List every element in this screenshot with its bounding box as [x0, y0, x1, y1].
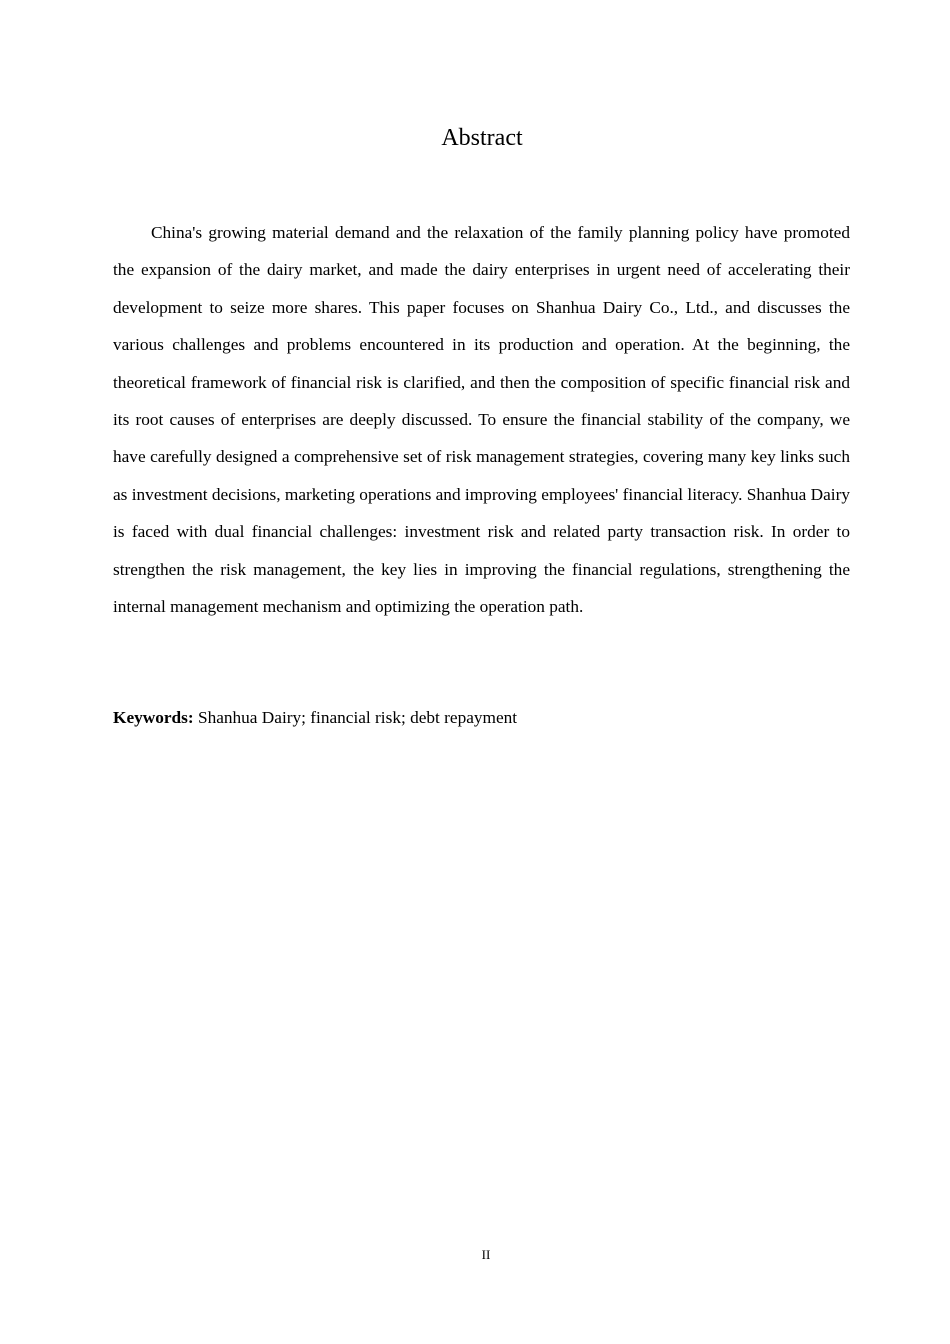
keywords-label: Keywords: [113, 708, 194, 727]
keywords-value: Shanhua Dairy; financial risk; debt repayment [193, 708, 518, 727]
abstract-paragraph: China's growing material demand and the relaxation of the family planning policy have promoted the expansion of the dairy market, and made the dairy enterprises in urgent need of accelerating their development to seize more shares. This paper focuses on Shanhua Dairy Co., Ltd., and discusses the various challenges and problems encountered in its production and operation. At the beginning, the theoretical framework of financial risk is clarified, and then the composition of specific financial risk and its root causes of enterprises are deeply discussed. To ensure the financial stability of the company, we have carefully designed a comprehensive set of risk management strategies, covering many key links such as investment decisions, marketing operations and improving employees' financial literacy. Shanhua Dairy is faced with dual financial challenges: investment risk and related party transaction risk. In order to strengthen the risk management, the key lies in improving the financial regulations, strengthening the internal management mechanism and optimizing the operation path. [113, 223, 850, 617]
keywords-line [113, 703, 850, 733]
page-number: II [481, 1247, 491, 1262]
page-title: Abstract [441, 125, 523, 151]
